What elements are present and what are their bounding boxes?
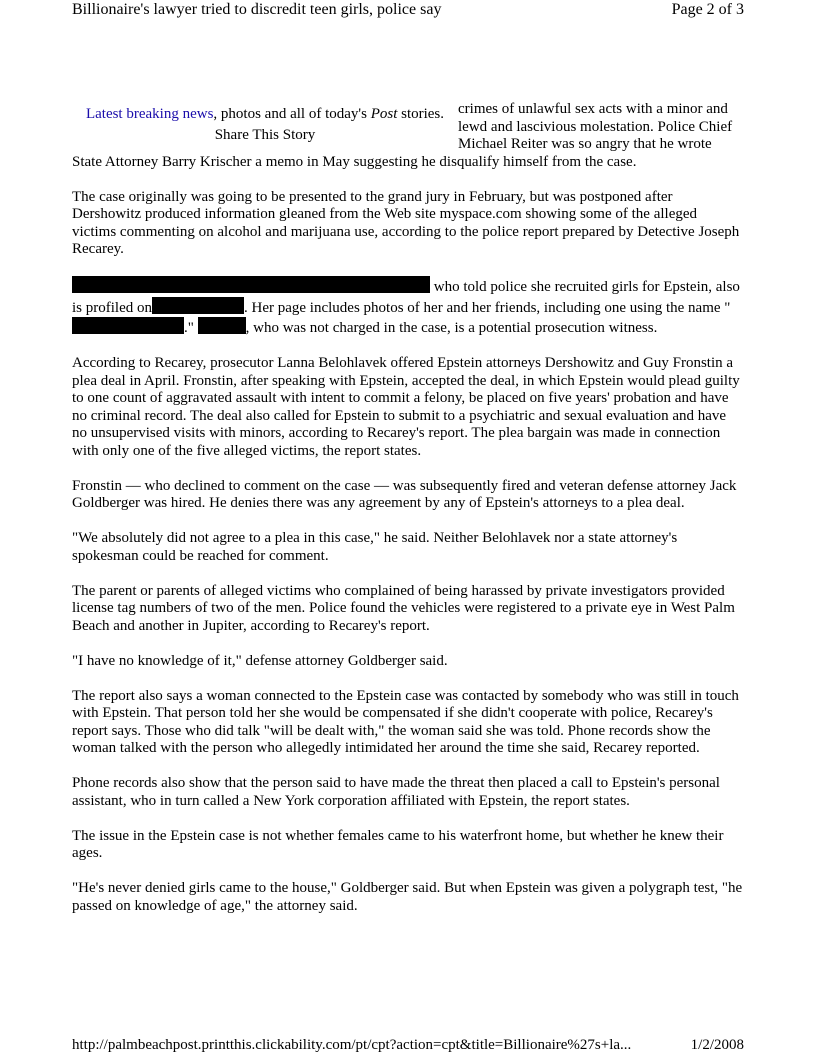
paragraph-redacted [72,276,744,338]
article-body [72,101,744,933]
paragraph: The report also says a woman connected to the Epstein case was contacted by somebody who was still in touch with Epstein. That person told her she would be compensated if she didn't cooperate with police, Recarey's report says. Those who did talk "will be dealt with," the woman said she was told. Phone records show the woman talked with the person who allegedly intimidated her around the time she said, Recarey reported. [72,687,739,756]
page-header-title: Billionaire's lawyer tried to discredit teen girls, police say [72,1,442,18]
page-number: Page 2 of 3 [671,1,744,18]
paragraph: The case originally was going to be presented to the grand jury in February, but was postponed after Dershowitz produced information gleaned from the Web site myspace.com showing some of the alleged victims commenting on alcohol and marijuana use, according to the police report prepared by Detective Joseph Recarey. [72,188,740,257]
paragraph: "He's never denied girls came to the house," Goldberger said. But when Epstein was given a polygraph test, "he passed on knowledge of age," the attorney said. [72,880,743,914]
redaction-block [72,317,184,334]
paragraph-text: , who was not charged in the case, is a potential prosecution witness. [245,320,658,336]
paragraph: "I have no knowledge of it," defense attorney Goldberger said. [72,652,448,669]
paragraph: Phone records also show that the person said to have made the threat then placed a call to Epstein's personal assistant, who in turn called a New York corporation affiliated with Epstein, the report states. [72,775,720,809]
paragraph: The issue in the Epstein case is not whether females came to his waterfront home, but whether he knew their ages. [72,827,724,861]
paragraph-text: who told police she recruited girls for Epstein, also is profiled on [72,279,740,316]
post-name: Post [370,106,398,122]
source-url: http://palmbeachpost.printthis.clickability.com/pt/cpt?action=cpt&title=Billionaire%27s+la... [72,1037,632,1053]
paragraph-text: ." [184,320,198,336]
paragraph: Fronstin — who declined to comment on the case — was subsequently fired and veteran defense attorney Jack Goldberger was hired. He denies there was any agreement by any of Epstein's attorneys to a plea deal. [72,477,737,511]
paragraph: The parent or parents of alleged victims who complained of being harassed by private investigators provided license tag numbers of two of the men. Police found the vehicles were registered to a private eye in West Palm Beach and another in Jupiter, according to Recarey's report. [72,582,735,634]
share-story-link[interactable]: Share This Story [214,127,316,143]
print-date: 1/2/2008 [690,1037,744,1053]
paragraph: "We absolutely did not agree to a plea in this case," he said. Neither Belohlavek nor a state attorney's spokesman could be reached for comment. [72,530,678,564]
promo-text: , photos and all of today's [213,106,371,122]
redaction-block [72,276,430,293]
promo-text-end: stories. [397,106,445,122]
promo-line [72,104,458,125]
redaction-block [198,317,246,334]
promo-box [72,104,458,146]
redaction-block [152,297,244,314]
paragraph-text: . Her page includes photos of her and her friends, including one using the name " [244,299,731,316]
paragraph: crimes of unlawful sex acts with a minor and lewd and lascivious molestation. Police Chief Michael Reiter was so angry that he wrote State Attorney Barry Krischer a memo in May suggesting he disqualify himself from the case. [72,101,733,170]
paragraph: According to Recarey, prosecutor Lanna Belohlavek offered Epstein attorneys Dershowitz and Guy Fronstin a plea deal in April. Fronstin, after speaking with Epstein, accepted the deal, in which Epstein would plead guilty to one count of aggravated assault with intent to commit a felony, be placed on five years' probation and have no criminal record. The deal also called for Epstein to submit to a psychiatric and sexual evaluation and have no unsupervised visits with minors, according to Recarey's report. The plea bargain was made in connection with only one of the five alleged victims, the report states. [72,355,740,459]
breaking-news-link[interactable]: Latest breaking news [85,106,214,122]
